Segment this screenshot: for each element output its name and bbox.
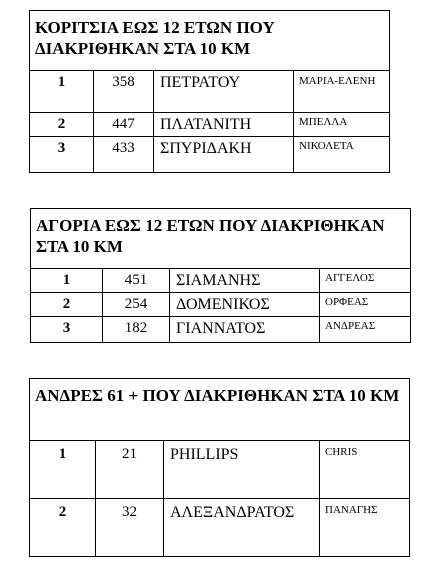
rank-cell: 1: [30, 71, 94, 113]
rank-cell: 2: [31, 293, 103, 317]
firstname-cell: ΝΙΚΟΛΕΤΑ: [294, 137, 390, 173]
surname-cell: ΠΛΑΤΑΝΙΤΗ: [154, 113, 294, 137]
table-row: [31, 269, 411, 293]
firstname-cell: ΜΑΡΙΑ-ΕΛΕΝΗ: [294, 71, 390, 113]
rank-cell: 2: [30, 113, 94, 137]
men-61-plus-table: [29, 378, 410, 557]
table-row: [30, 137, 390, 173]
table-row: [30, 499, 410, 557]
bib-number-cell: 447: [94, 113, 154, 137]
surname-cell: PHILLIPS: [164, 441, 320, 499]
bib-number-cell: 433: [94, 137, 154, 173]
surname-cell: ΠΕΤΡΑΤΟΥ: [154, 71, 294, 113]
firstname-cell: CHRIS: [320, 441, 410, 499]
firstname-cell: ΑΓΓΕΛΟΣ: [320, 269, 411, 293]
rank-cell: 2: [30, 499, 96, 557]
table-title: ΑΝΔΡΕΣ 61 + ΠΟΥ ΔΙΑΚΡΙΘΗΚΑΝ ΣΤΑ 10 ΚΜ: [30, 379, 410, 441]
firstname-cell: ΟΡΦΕΑΣ: [320, 293, 411, 317]
rank-cell: 1: [30, 441, 96, 499]
table-title: ΑΓΟΡΙΑ ΕΩΣ 12 ΕΤΩΝ ΠΟΥ ΔΙΑΚΡΙΘΗΚΑΝ ΣΤΑ 10 ΚΜ: [31, 209, 411, 269]
rank-cell: 3: [31, 317, 103, 343]
table-title: ΚΟΡΙΤΣΙΑ ΕΩΣ 12 ΕΤΩΝ ΠΟΥ ΔΙΑΚΡΙΘΗΚΑΝ ΣΤΑ 10 ΚΜ: [30, 11, 390, 71]
table-row: [30, 113, 390, 137]
bib-number-cell: 358: [94, 71, 154, 113]
table-row: [30, 441, 410, 499]
surname-cell: ΣΙΑΜΑΝΗΣ: [170, 269, 320, 293]
bib-number-cell: 254: [103, 293, 170, 317]
surname-cell: ΔΟΜΕΝΙΚΟΣ: [170, 293, 320, 317]
bib-number-cell: 451: [103, 269, 170, 293]
table-row: [31, 317, 411, 343]
rank-cell: 3: [30, 137, 94, 173]
surname-cell: ΓΙΑΝΝΑΤΟΣ: [170, 317, 320, 343]
surname-cell: ΣΠΥΡΙΔΑΚΗ: [154, 137, 294, 173]
rank-cell: 1: [31, 269, 103, 293]
firstname-cell: ΜΠΕΛΛΑ: [294, 113, 390, 137]
table-row: [30, 71, 390, 113]
table-row: [31, 293, 411, 317]
bib-number-cell: 32: [96, 499, 164, 557]
girls-table: [29, 10, 390, 173]
boys-table: [30, 208, 411, 343]
firstname-cell: ΑΝΔΡΕΑΣ: [320, 317, 411, 343]
firstname-cell: ΠΑΝΑΓΗΣ: [320, 499, 410, 557]
surname-cell: ΑΛΕΞΑΝΔΡΑΤΟΣ: [164, 499, 320, 557]
bib-number-cell: 182: [103, 317, 170, 343]
bib-number-cell: 21: [96, 441, 164, 499]
